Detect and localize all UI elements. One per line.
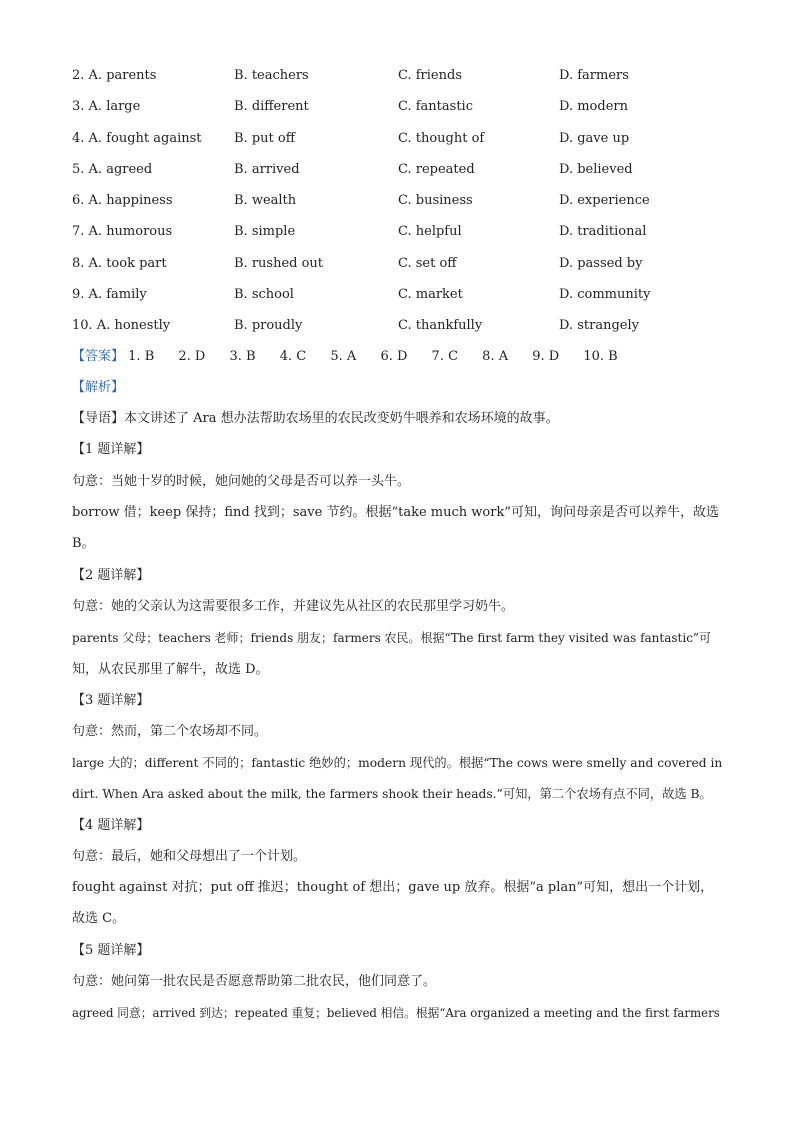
analysis-label: 【解析】 [72, 380, 125, 395]
q5-meaning: 句意：她问第一批农民是否愿意帮助第二批农民，他们同意了。 [72, 974, 437, 989]
answer-item: 6. D [380, 349, 408, 364]
option-b: B. simple [234, 224, 296, 240]
option-c: C. business [398, 193, 473, 209]
option-c: C. fantastic [398, 99, 473, 115]
option-c: C. thought of [398, 130, 485, 146]
q2-title: 【2 题详解】 [72, 568, 150, 583]
option-c: C. market [398, 287, 463, 303]
option-c: C. repeated [398, 161, 475, 177]
option-a: 8. A. took part [72, 255, 167, 271]
q4-title: 【4 题详解】 [72, 818, 150, 833]
q3-meaning: 句意：然而，第二个农场却不同。 [72, 724, 268, 739]
option-b: B. school [234, 287, 294, 303]
intro-line [72, 409, 559, 429]
option-d: D. experience [559, 193, 650, 209]
option-a: 2. A. parents [72, 68, 157, 83]
option-a: 10. A. honestly [72, 318, 171, 334]
option-d: D. strangely [559, 318, 639, 334]
q2-detail-line-2: 知，从农民那里了解牛，故选 D。 [72, 662, 269, 677]
option-c: C. thankfully [398, 318, 483, 334]
q3-detail-line-1: large 大的；different 不同的；fantastic 绝妙的；modern 现代的。根据“The cows were smelly and covered in [72, 756, 723, 770]
option-a: 7. A. humorous [72, 224, 173, 240]
q2-meaning: 句意：她的父亲认为这需要很多工作，并建议先从社区的农民那里学习奶牛。 [72, 599, 515, 614]
q3-detail-line-2: dirt. When Ara asked about the milk, the farmers shook their heads.”可知，第二个农场有点不同，故选 B。 [72, 787, 712, 801]
q5-detail-line-1: agreed 同意；arrived 到达；repeated 重复；believed 相信。根据“Ara organized a meeting and the first farmers [72, 1006, 720, 1020]
option-d: D. gave up [559, 130, 630, 146]
option-a: 3. A. large [72, 99, 141, 115]
option-b: B. proudly [234, 318, 303, 334]
q1-detail-line-1: borrow 借；keep 保持；find 找到；save 节约。根据“take much work”可知，询问母亲是否可以养牛，故选 [72, 505, 719, 520]
answer-item: 7. C [431, 349, 459, 364]
answer-item: 8. A [482, 349, 509, 364]
option-c: C. friends [398, 68, 462, 83]
answer-item: 1. B [128, 349, 155, 364]
answer-item: 2. D [178, 349, 206, 364]
option-a: 5. A. agreed [72, 161, 153, 177]
option-d: D. believed [559, 161, 633, 177]
q5-title: 【5 题详解】 [72, 943, 150, 958]
option-c: C. set off [398, 255, 457, 271]
option-b: B. teachers [234, 68, 309, 83]
q1-meaning: 句意：当她十岁的时候，她问她的父母是否可以养一头牛。 [72, 474, 411, 489]
answer-item: 3. B [229, 349, 256, 364]
option-c: C. helpful [398, 224, 462, 240]
option-a: 4. A. fought against [72, 130, 202, 146]
answer-items [128, 349, 618, 364]
q3-title: 【3 题详解】 [72, 693, 150, 708]
q1-title: 【1 题详解】 [72, 442, 150, 457]
answer-item: 5. A [330, 349, 357, 364]
option-d: D. community [559, 287, 651, 303]
option-d: D. farmers [559, 68, 629, 83]
answer-line [72, 347, 618, 367]
answer-item: 9. D [532, 349, 560, 364]
intro-text: 本文讲述了 Ara 想办法帮助农场里的农民改变奶牛喂养和农场环境的故事。 [124, 411, 559, 426]
option-b: B. wealth [234, 193, 297, 209]
q1-detail-line-2: B。 [72, 536, 95, 551]
q2-detail-line-1: parents 父母；teachers 老师；friends 朋友；farmers 农民。根据“The first farm they visited was fantastic”可 [72, 631, 712, 645]
option-a: 6. A. happiness [72, 193, 173, 209]
option-b: B. different [234, 99, 309, 115]
option-b: B. rushed out [234, 255, 324, 271]
intro-label: 【导语】 [72, 411, 125, 426]
answer-item: 10. B [583, 349, 618, 364]
option-d: D. modern [559, 99, 628, 115]
answer-item: 4. C [279, 349, 307, 364]
q4-detail-line-1: fought against 对抗；put off 推迟；thought of 想出；gave up 放弃。根据“a plan”可知，想出一个计划， [72, 880, 714, 895]
option-a: 9. A. family [72, 287, 147, 303]
option-d: D. traditional [559, 224, 647, 240]
option-b: B. arrived [234, 161, 300, 177]
q4-detail-line-2: 故选 C。 [72, 911, 126, 926]
answer-label: 【答案】 [72, 349, 125, 364]
q4-meaning: 句意：最后，她和父母想出了一个计划。 [72, 849, 307, 864]
option-d: D. passed by [559, 255, 643, 271]
option-b: B. put off [234, 130, 295, 146]
